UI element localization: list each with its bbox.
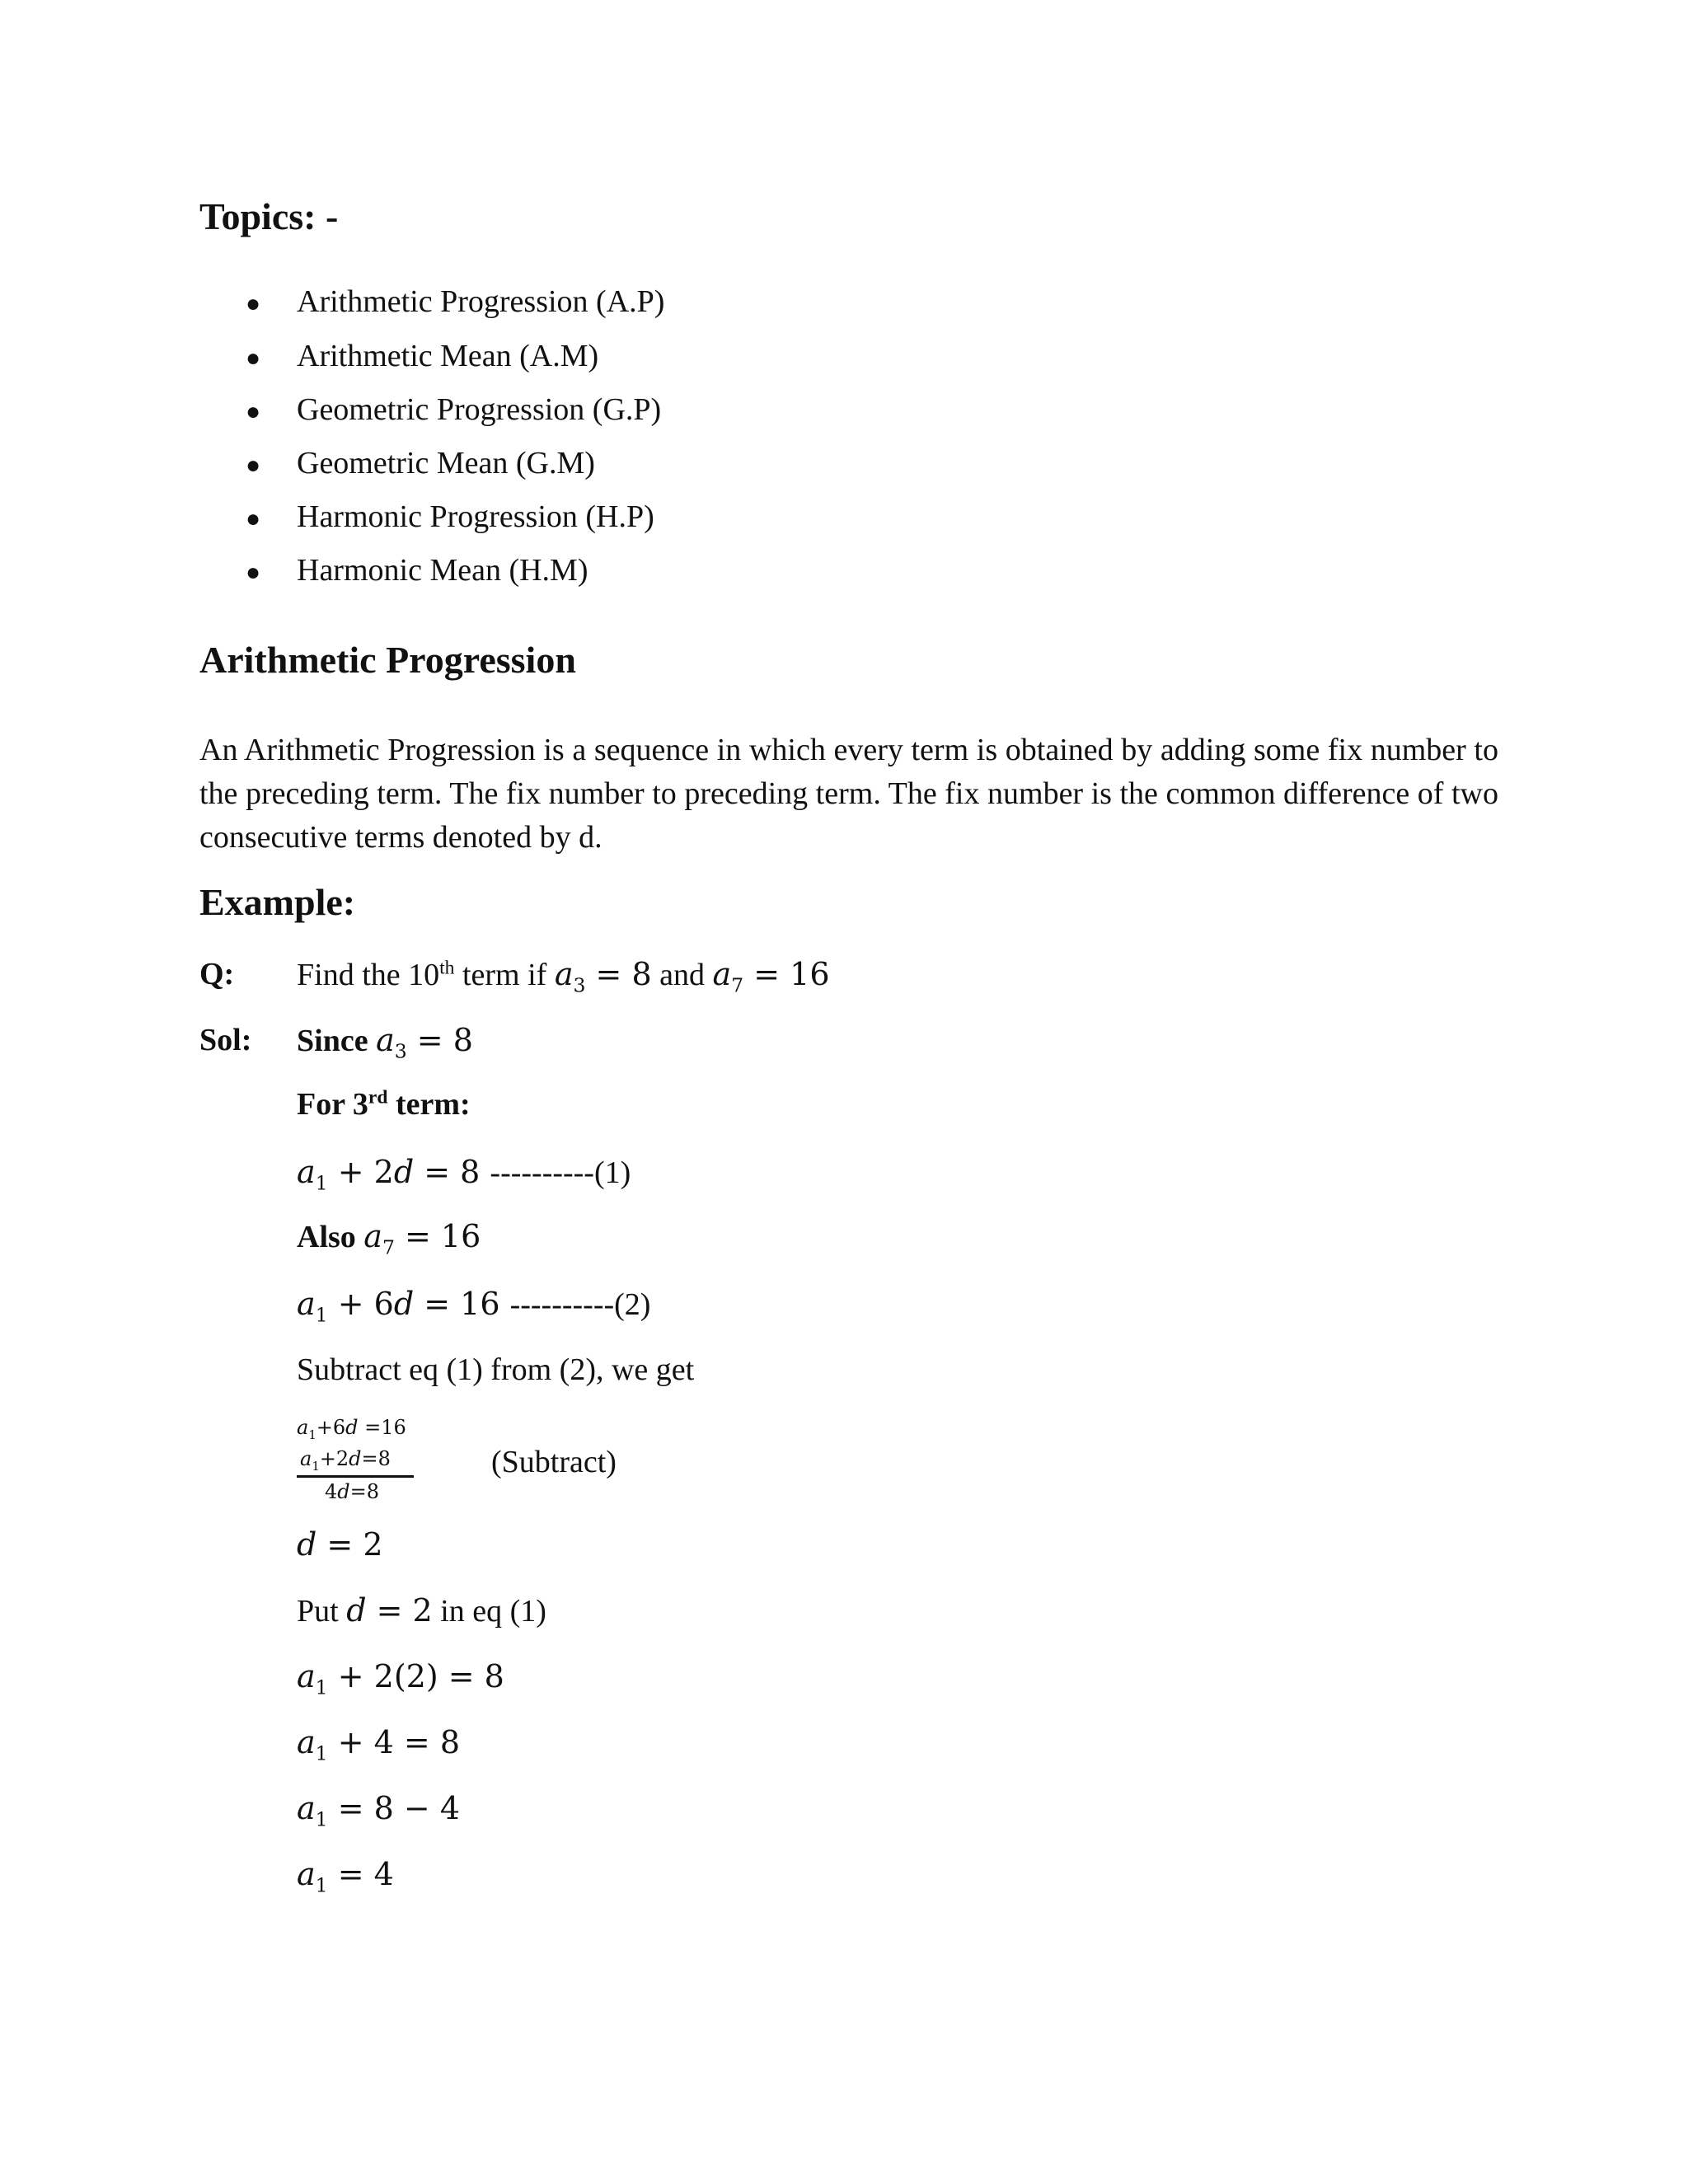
bullet-icon: ● bbox=[246, 505, 261, 532]
step-4: $a_1 = 4$ bbox=[297, 1856, 394, 1897]
subtract-instruction: Subtract eq (1) from (2), we get bbox=[297, 1352, 695, 1387]
question-label: Q: bbox=[199, 957, 235, 991]
equation-2: $a_1 + 6d = 16$ ----------(2) bbox=[297, 1286, 651, 1327]
example-heading: Example: bbox=[199, 881, 356, 923]
bullet-icon: ● bbox=[246, 559, 261, 586]
step-3: $a_1 = 8 - 4$ bbox=[297, 1790, 460, 1831]
for-third-term-label: For 3rd term: bbox=[297, 1086, 471, 1122]
d-value: d = 2 bbox=[297, 1526, 383, 1563]
section-heading: Arithmetic Progression bbox=[199, 639, 576, 681]
bullet-icon: ● bbox=[246, 452, 261, 479]
subtraction-row-1: $a_1+6d =16$ bbox=[297, 1416, 406, 1442]
topic-item: Harmonic Mean (H.M) bbox=[297, 553, 588, 588]
since-line: Since $a_3 = 8$ bbox=[297, 1022, 473, 1063]
bullet-icon: ● bbox=[246, 344, 261, 372]
definition-paragraph: An Arithmetic Progression is a sequence in which every term is obtained by adding some fix number to the preceding term. The fix number to preceding term. The fix number is the common difference of two consecutive terms denoted by d. bbox=[199, 733, 1498, 855]
question-text: Find the 10th term if $a_3 = 8$ and $a_7 = 16$ bbox=[297, 956, 830, 997]
equation-1: $a_1 + 2d = 8$ ----------(1) bbox=[297, 1154, 631, 1195]
topic-item: Arithmetic Mean (A.M) bbox=[297, 339, 599, 373]
subtract-note: (Subtract) bbox=[491, 1445, 617, 1479]
also-line: Also $a_7 = 16$ bbox=[297, 1218, 481, 1259]
topic-item: Harmonic Progression (H.P) bbox=[297, 499, 654, 534]
bullet-icon: ● bbox=[246, 398, 261, 425]
put-line: Put d = 2 in eq (1) bbox=[297, 1592, 546, 1629]
step-1: $a_1 + 2(2) = 8$ bbox=[297, 1658, 504, 1699]
topic-item: Geometric Progression (G.P) bbox=[297, 392, 662, 427]
solution-label: Sol: bbox=[199, 1023, 252, 1057]
step-2: $a_1 + 4 = 8$ bbox=[297, 1724, 460, 1765]
topic-item: Geometric Mean (G.M) bbox=[297, 446, 595, 480]
bullet-icon: ● bbox=[246, 290, 261, 317]
subtraction-result: 4d=8 bbox=[325, 1480, 380, 1503]
subtraction-rule bbox=[297, 1475, 414, 1478]
subtraction-row-2: $a_1+2d=8$ bbox=[300, 1447, 391, 1474]
topic-item: Arithmetic Progression (A.P) bbox=[297, 284, 665, 319]
topics-heading: Topics: - bbox=[199, 195, 339, 237]
